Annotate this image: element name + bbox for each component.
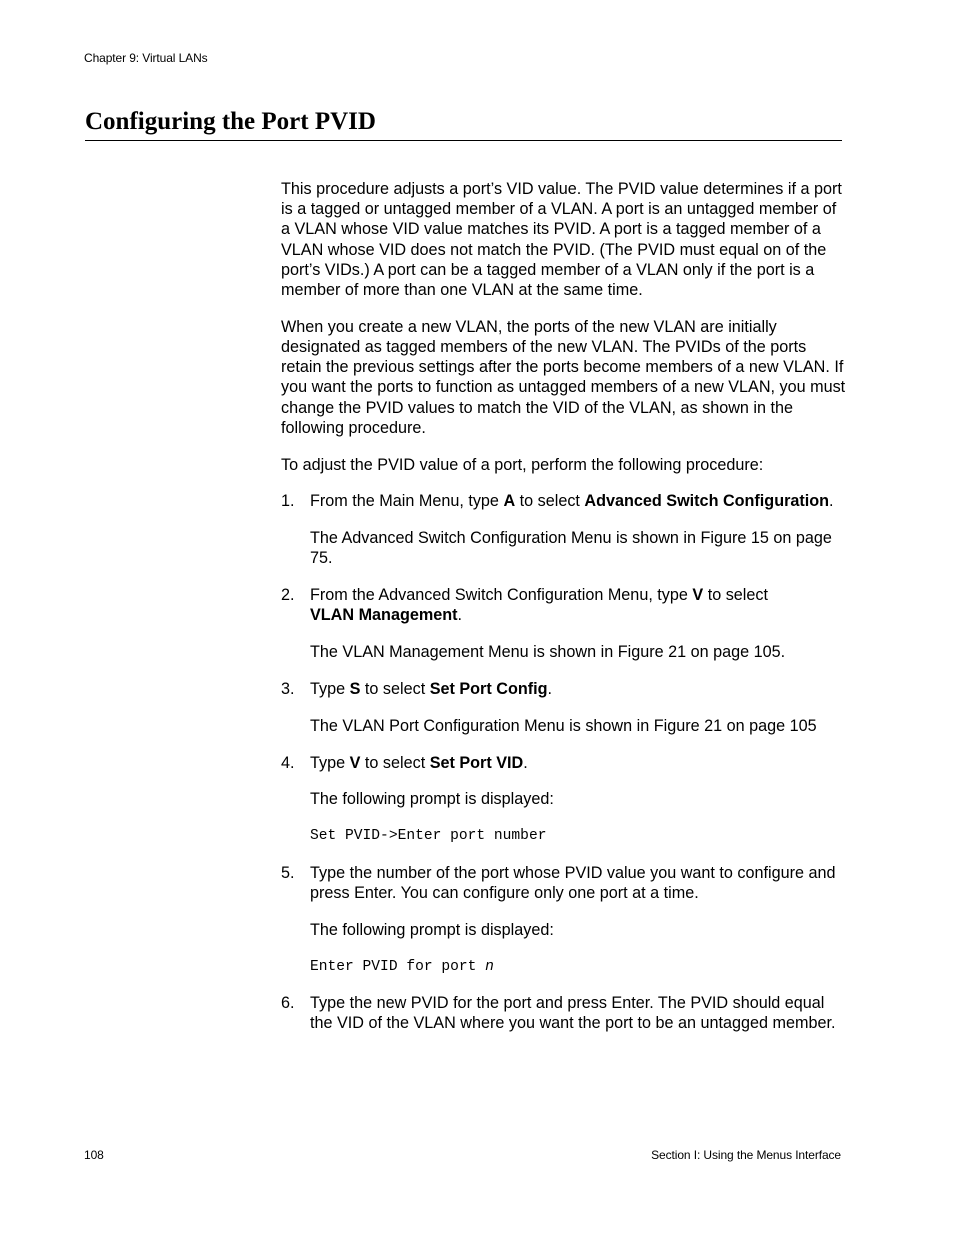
title-rule xyxy=(85,140,842,141)
menu-option: Advanced Switch Configuration xyxy=(584,492,830,511)
menu-option: VLAN Management xyxy=(310,606,458,625)
step-2 xyxy=(281,585,846,625)
step-text: Type the number of the port whose PVID value you want to configure and press Enter. You can configure only one port at a time. xyxy=(310,863,836,902)
menu-option: Set Port VID xyxy=(429,753,524,772)
section-footer: Section I: Using the Menus Interface xyxy=(651,1148,841,1162)
running-header: Chapter 9: Virtual LANs xyxy=(84,51,208,65)
body-column xyxy=(281,179,846,1050)
page-title: Configuring the Port PVID xyxy=(85,108,376,135)
menu-option: Set Port Config xyxy=(429,680,548,699)
step-number: 4. xyxy=(281,753,295,772)
step-text: From the Advanced Switch Configuration Menu, type V to select VLAN Management. xyxy=(310,586,769,625)
step-5 xyxy=(281,863,846,903)
port-variable: n xyxy=(485,958,494,975)
console-prompt: Set PVID->Enter port number xyxy=(310,828,547,845)
step-note: The following prompt is displayed: xyxy=(310,790,554,809)
step-4 xyxy=(281,753,846,773)
step-number: 1. xyxy=(281,492,295,511)
step-1 xyxy=(281,491,846,511)
step-number: 5. xyxy=(281,863,295,882)
menu-key: V xyxy=(692,586,704,605)
step-text: Type the new PVID for the port and press Enter. The PVID should equal the VID of the VLAN where you want the port to be an untagged member. xyxy=(310,994,836,1033)
step-number: 2. xyxy=(281,586,295,605)
menu-key: A xyxy=(503,492,516,511)
step-note: The Advanced Switch Configuration Menu is shown in Figure 15 on page 75. xyxy=(310,529,832,568)
intro-paragraph: This procedure adjusts a port’s VID value. The PVID value determines if a port is a tagged or untagged member of a VLAN. A port is an untagged member of a VLAN whose VID value matches its PVID. A port is a tagged member of a VLAN whose VID does not match the PVID. (The PVID must equal on of the port’s VIDs.) A port can be a tagged member of a VLAN only if the port is a member of more than one VLAN at the same time. xyxy=(281,180,842,300)
step-number: 3. xyxy=(281,680,295,699)
menu-key: V xyxy=(349,753,361,772)
step-text: Type S to select Set Port Config. xyxy=(310,680,552,699)
page-number: 108 xyxy=(84,1148,104,1162)
menu-key: S xyxy=(349,680,361,699)
step-note: The following prompt is displayed: xyxy=(310,920,554,939)
step-text: Type V to select Set Port VID. xyxy=(310,753,528,772)
vlan-paragraph: When you create a new VLAN, the ports of the new VLAN are initially designated as tagged members of the new VLAN. The PVIDs of the ports retain the previous settings after the ports become members of a new VLAN. If you want the ports to function as untagged members of a new VLAN, you must change the PVID values to match the VID of the VLAN, as shown in the following procedure. xyxy=(281,317,846,437)
procedure-intro: To adjust the PVID value of a port, perform the following procedure: xyxy=(281,455,764,474)
step-6 xyxy=(281,993,846,1033)
console-prompt: Enter PVID for port n xyxy=(310,958,494,975)
step-note: The VLAN Port Configuration Menu is shown in Figure 21 on page 105 xyxy=(310,716,817,735)
step-3 xyxy=(281,679,846,699)
step-note: The VLAN Management Menu is shown in Figure 21 on page 105. xyxy=(310,643,786,662)
step-text: From the Main Menu, type A to select Advanced Switch Configuration. xyxy=(310,492,834,511)
step-number: 6. xyxy=(281,994,295,1013)
